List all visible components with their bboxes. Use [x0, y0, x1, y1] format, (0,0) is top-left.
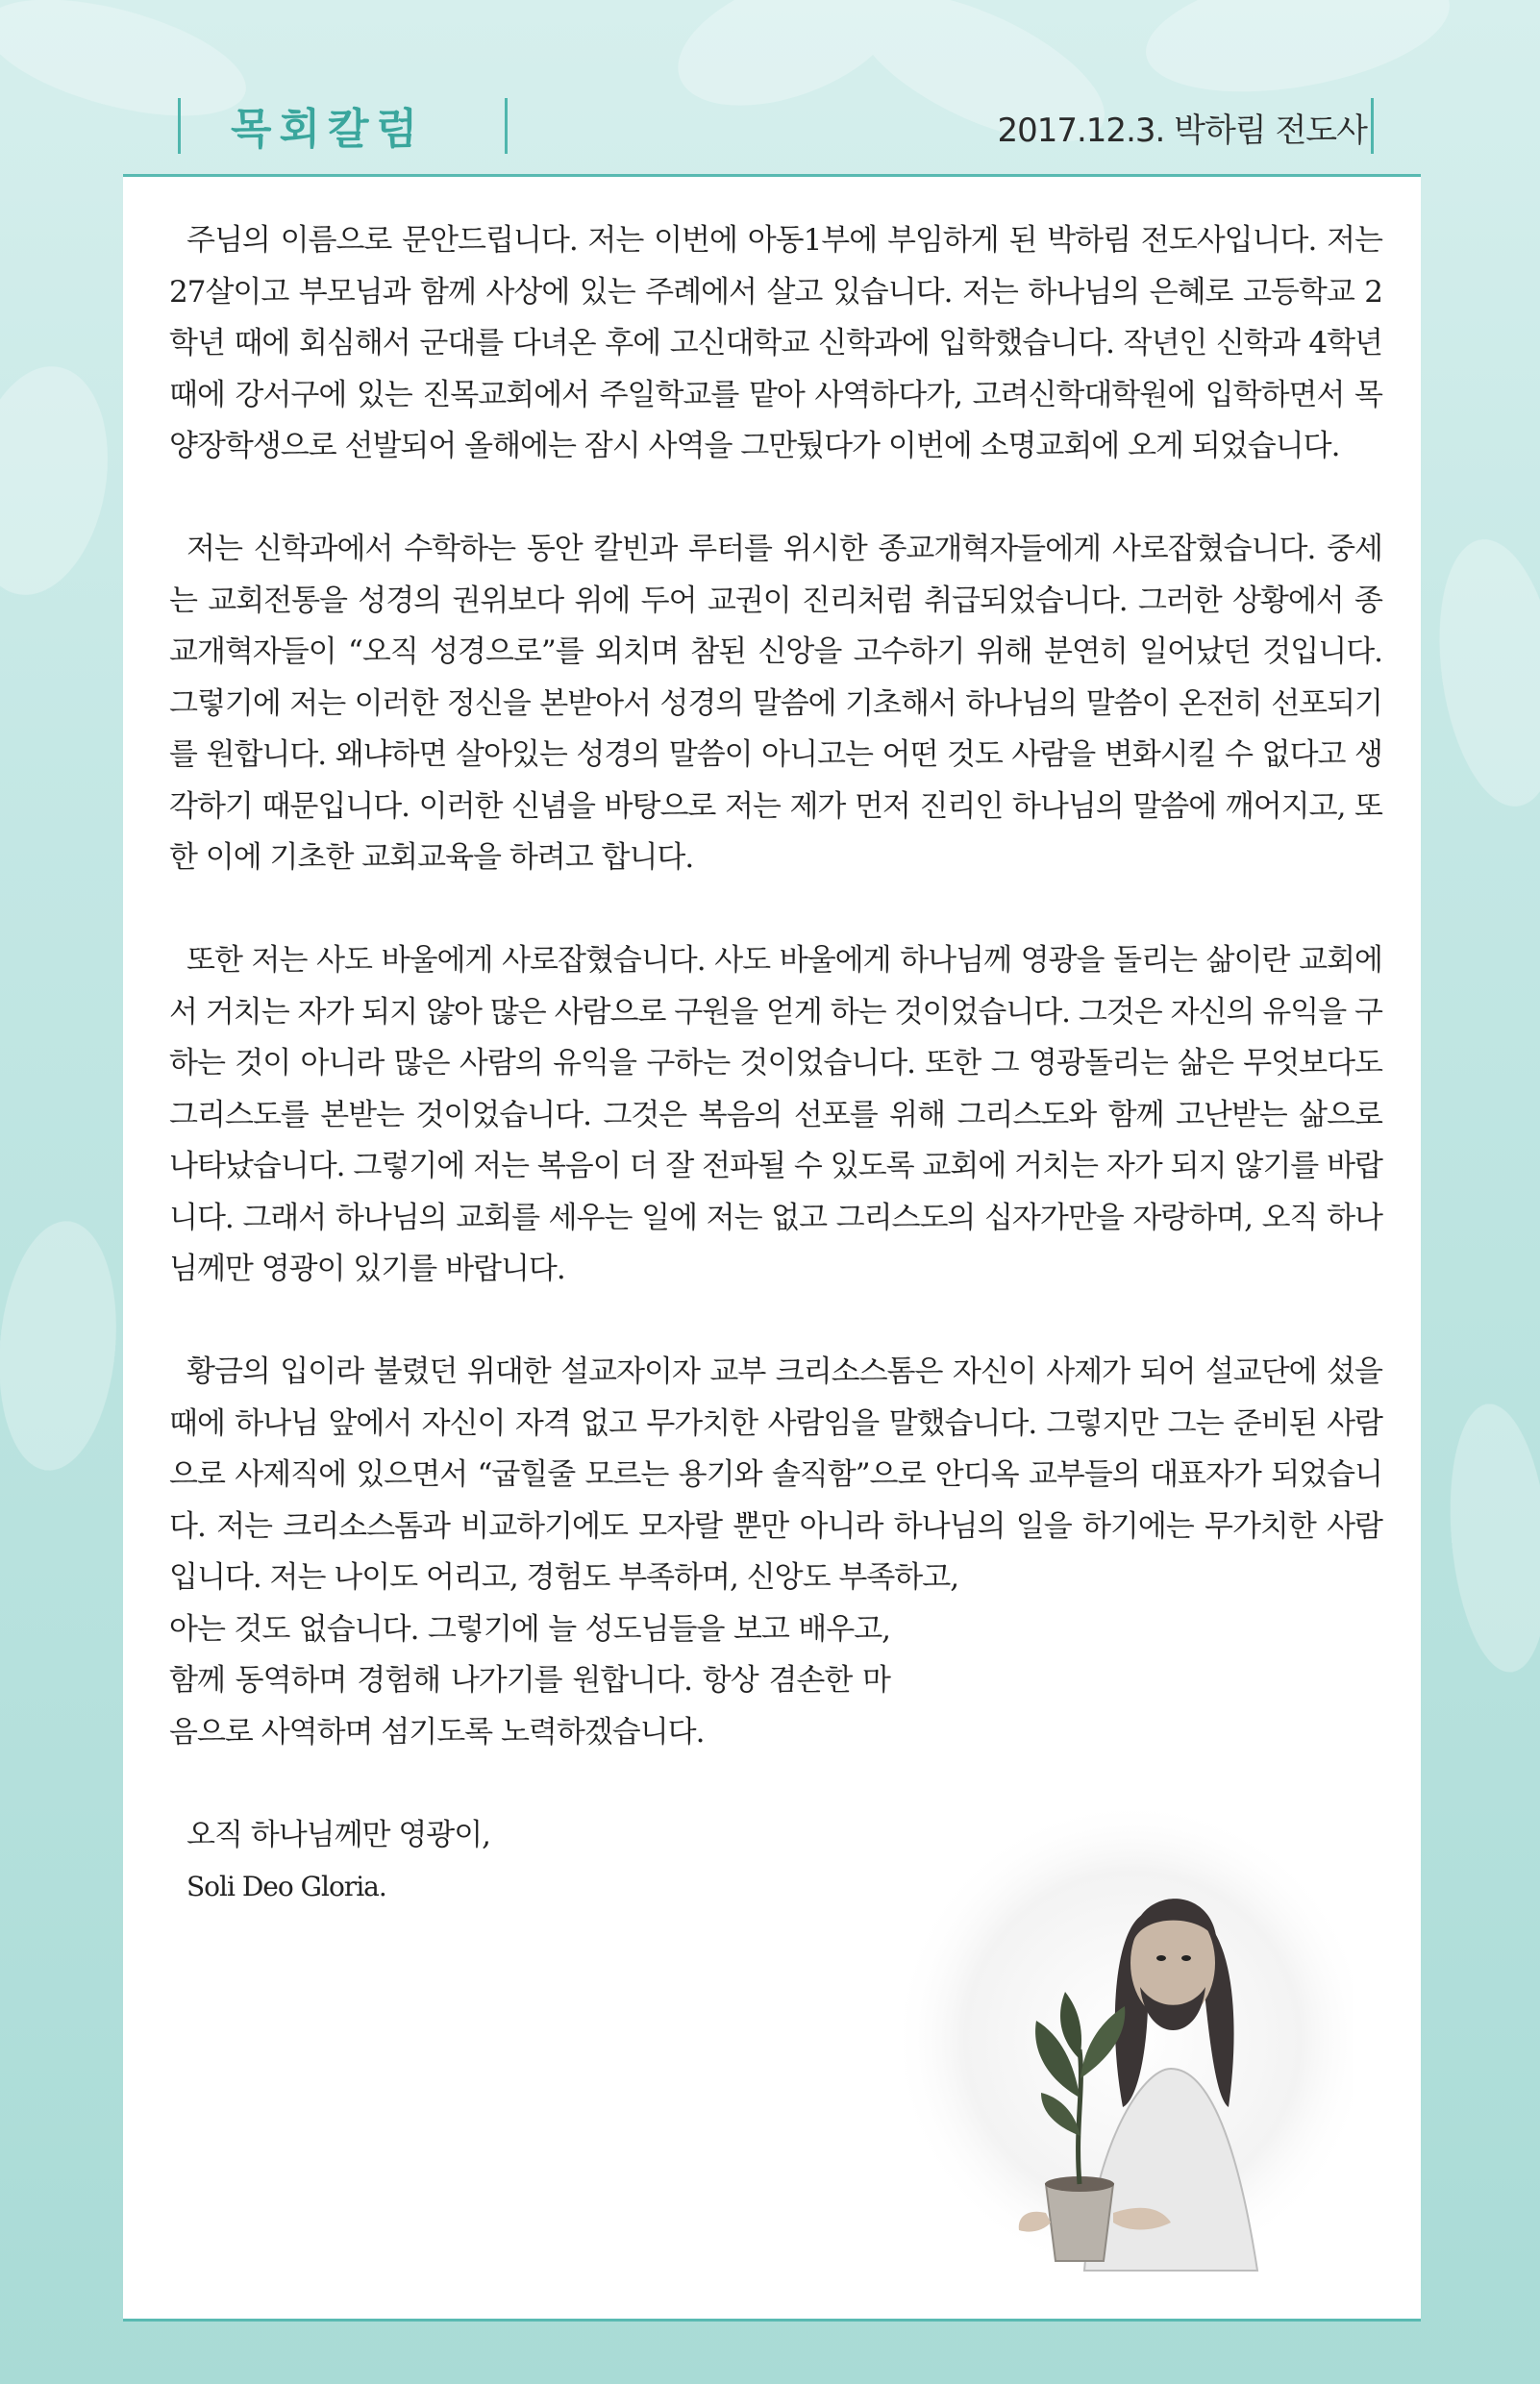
paragraph-1: 주님의 이름으로 문안드립니다. 저는 이번에 아동1부에 부임하게 된 박하림 전도사입니다. 저는 27살이고 부모님과 함께 사상에 있는 주례에서 살고 있습니다. 저는 하나님의 은혜로 고등학교 2학년 때에 회심해서 군대를 다녀온 후에 고신대학교 신학과에 입학했습니다. 작년인 신학과 4학년 때에 강서구에 있는 진목교회에서 주일학교를 맡아 사역하다가, 고려신학대학원에 입학하면서 목양장학생으로 선발되어 올해에는 잠시 사역을 그만뒀다가 이번에 소명교회에 오게 되었습니다.: [169, 223, 1382, 463]
date-author: 2017.12.3. 박하림 전도사: [997, 112, 1367, 150]
paragraph-4: 황금의 입이라 불렸던 위대한 설교자이자 교부 크리소스톰은 자신이 사제가 되어 설교단에 섰을 때에 하나님 앞에서 자신이 자격 없고 무가치한 사람임을 말했습니다. 그렇지만 그는 준비된 사람으로 사제직에 있으면서 “굽힐줄 모르는 용기와 솔직함”으로 안디옥 교부들의 대표자가 되었습니다. 저는 크리소스톰과 비교하기에도 모자랄 뿐만 아니라 하나님의 일을 하기에는 무가치한 사람입니다. 저는 나이도 어리고, 경험도 부족하며, 신앙도 부족하고,: [169, 1354, 1382, 1595]
jesus-plant-illustration: [854, 1780, 1354, 2280]
closing-line-korean: 오직 하나님께만 영광이,: [186, 1817, 491, 1852]
paragraph-4-tail: 아는 것도 없습니다. 그렇기에 늘 성도님들을 보고 배우고, 함께 동역하며 경험해 나가기를 원합니다. 항상 겸손한 마음으로 사역하며 섬기도록 노력하겠습니다.: [169, 1611, 890, 1750]
article-panel: [123, 174, 1421, 2322]
article-body: [169, 215, 1382, 1913]
header: [0, 0, 1540, 168]
closing-line-latin: Soli Deo Gloria.: [186, 1871, 386, 1902]
column-title: 목회칼럼: [231, 105, 426, 154]
title-divider-right: [505, 98, 508, 154]
title-divider-left: [178, 98, 181, 154]
paragraph-3: 또한 저는 사도 바울에게 사로잡혔습니다. 사도 바울에게 하나님께 영광을 돌리는 삶이란 교회에서 거치는 자가 되지 않아 많은 사람으로 구원을 얻게 하는 것이었습니다. 그것은 자신의 유익을 구하는 것이 아니라 많은 사람의 유익을 구하는 것이었습니다. 또한 그 영광돌리는 삶은 무엇보다도 그리스도를 본받는 것이었습니다. 그것은 복음의 선포를 위해 그리스도와 함께 고난받는 삶으로 나타났습니다. 그렇기에 저는 복음이 더 잘 전파될 수 있도록 교회에 거치는 자가 되지 않기를 바랍니다. 그래서 하나님의 교회를 세우는 일에 저는 없고 그리스도의 십자가만을 자랑하며, 오직 하나님께만 영광이 있기를 바랍니다.: [169, 943, 1382, 1286]
paragraph-2: 저는 신학과에서 수학하는 동안 칼빈과 루터를 위시한 종교개혁자들에게 사로잡혔습니다. 중세는 교회전통을 성경의 권위보다 위에 두어 교권이 진리처럼 취급되었습니다. 그러한 상황에서 종교개혁자들이 “오직 성경으로”를 외치며 참된 신앙을 고수하기 위해 분연히 일어났던 것입니다. 그렇기에 저는 이러한 정신을 본받아서 성경의 말씀에 기초해서 하나님의 말씀이 온전히 선포되기를 원합니다. 왜냐하면 살아있는 성경의 말씀이 아니고는 어떤 것도 사람을 변화시킬 수 없다고 생각하기 때문입니다. 이러한 신념을 바탕으로 저는 제가 먼저 진리인 하나님의 말씀에 깨어지고, 또한 이에 기초한 교회교육을 하려고 합니다.: [169, 532, 1382, 875]
date-divider: [1371, 98, 1374, 154]
